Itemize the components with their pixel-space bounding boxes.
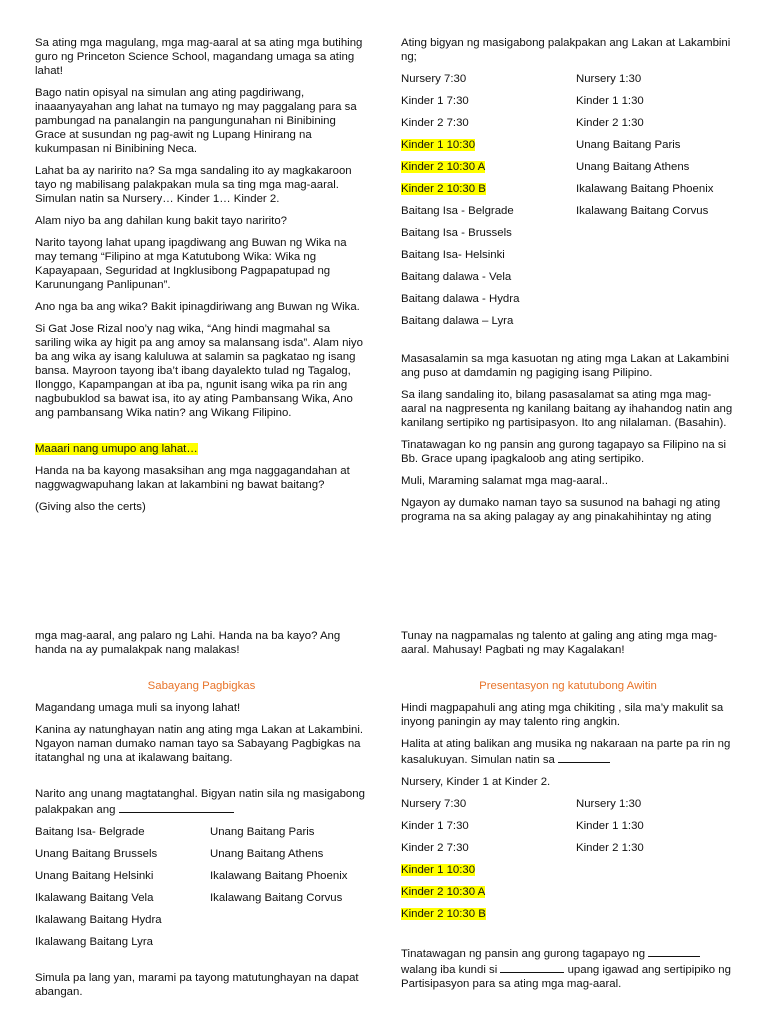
table-row <box>401 182 735 204</box>
table-row <box>401 226 735 248</box>
top-right-column <box>401 36 735 532</box>
schedule-cell: Kinder 1 7:30 <box>401 820 469 832</box>
grade-cell: Ikalawang Baitang Vela <box>35 892 154 904</box>
schedule-cell: Kinder 1 7:30 <box>401 95 469 107</box>
performer-call: Narito ang unang magtatanghal. Bigyan natin sila ng masigabong palakpakan ang <box>35 788 365 816</box>
schedule-cell: Kinder 2 1:30 <box>576 842 644 854</box>
table-row <box>401 819 735 841</box>
table-row <box>35 913 368 935</box>
schedule-cell: Baitang dalawa – Lyra <box>401 315 514 327</box>
table-row <box>401 314 735 336</box>
highlighted-text: Kinder 2 10:30 B <box>401 908 486 920</box>
lakan-lakambini-question: Handa na ba kayong masaksihan ang mga naggagandahan at naggwagwapuhang lakan at lakambini ng bawat baitang? <box>35 465 350 491</box>
table-row <box>401 863 735 885</box>
table-row <box>401 248 735 270</box>
schedule-cell: Baitang Isa- Helsinki <box>401 249 505 261</box>
table-row <box>35 825 368 847</box>
bottom-left-column <box>35 629 368 1007</box>
certificate-paragraph: Sa ilang sandaling ito, bilang pasasalamat sa ating mga mag-aaral na nagpresenta ng kanilang baitang ay ihahandog natin ang kanilang sertipiko ng partisipasyon. Ito ang nilalaman. (Basahin). <box>401 389 733 429</box>
schedule-table <box>401 797 735 929</box>
schedule-cell: Kinder 2 7:30 <box>401 117 469 129</box>
grade-cell: Unang Baitang Athens <box>210 848 324 860</box>
schedule-cell: Nursery 1:30 <box>576 798 642 810</box>
schedule-cell: Baitang dalawa - Vela <box>401 271 512 283</box>
palaro-paragraph: mga mag-aaral, ang palaro ng Lahi. Handa na ba kayo? Ang handa na ay pumalakpak nang malakas! <box>35 630 341 656</box>
schedule-cell <box>401 160 576 174</box>
schedule-cell: Baitang Isa - Belgrade <box>401 205 514 217</box>
table-row <box>401 116 735 138</box>
schedule-cell <box>401 138 576 152</box>
highlighted-text: Kinder 1 10:30 <box>401 864 476 876</box>
table-row <box>401 797 735 819</box>
highlighted-text: Kinder 2 10:30 A <box>401 886 486 898</box>
schedule-cell: Kinder 2 1:30 <box>576 117 644 129</box>
reason-question: Alam niyo ba ang dahilan kung bakit tayo naririto? <box>35 215 288 227</box>
grade-cell: Unang Baitang Paris <box>210 826 315 838</box>
schedule-cell: Baitang dalawa - Hydra <box>401 293 520 305</box>
grade-cell: Unang Baitang Brussels <box>35 848 158 860</box>
fill-in-blank <box>119 801 234 813</box>
table-row <box>401 907 735 929</box>
highlighted-text: Kinder 2 10:30 B <box>401 183 486 195</box>
thanks-paragraph: Muli, Maraming salamat mga mag-aaral.. <box>401 475 609 487</box>
table-row <box>401 72 735 94</box>
schedule-cell: Nursery 1:30 <box>576 73 642 85</box>
top-left-column <box>35 36 368 522</box>
schedule-cell: Kinder 1 1:30 <box>576 95 644 107</box>
schedule-cell <box>401 885 576 899</box>
section-heading-katutubong-awitin: Presentasyon ng katutubong Awitin <box>479 680 657 692</box>
table-row <box>401 292 735 314</box>
fill-in-blank <box>500 961 564 973</box>
schedule-cell: Baitang Isa - Brussels <box>401 227 512 239</box>
table-row <box>35 869 368 891</box>
grade-cell: Ikalawang Baitang Lyra <box>35 936 153 948</box>
schedule-cell <box>401 863 576 877</box>
grade-cell: Ikalawang Baitang Hydra <box>35 914 162 926</box>
musika-paragraph: Halita at ating balikan ang musika ng nakaraan na parte pa rin ng kasalukuyan. Simulan natin sa <box>401 738 731 766</box>
theme-paragraph: Narito tayong lahat upang ipagdiwang ang Buwan ng Wika na may temang “Filipino at mga Katutubong Wika: Wika ng Kapayapaan, Seguridad at Ingklusibong Pagpapatupad ng Karunungang Panlipunan”. <box>35 237 347 291</box>
opening-prayer-paragraph: Bago natin opisyal na simulan ang ating pagdiriwang, inaaanyayahan ang lahat na tumayo ng may paggalang para sa pambungad na panalangin na pangungunahan ni Binibining Grace at susundan ng pag-awit ng Lupang Hinirang na kukumpasan ni Binibining Neca. <box>35 87 357 155</box>
table-row <box>401 204 735 226</box>
grade-cell: Baitang Isa- Belgrade <box>35 826 145 838</box>
grade-cell: Unang Baitang Helsinki <box>35 870 154 882</box>
fill-in-blank <box>648 945 700 957</box>
schedule-cell: Nursery 7:30 <box>401 798 467 810</box>
sabayang-intro: Kanina ay natunghayan natin ang ating mga Lakan at Lakambini. Ngayon naman dumako naman tayo sa Sabayang Pagbigkas na itatanghal ng una at ikalawang baitang. <box>35 724 364 764</box>
table-row <box>401 94 735 116</box>
grade-cell: Ikalawang Baitang Phoenix <box>210 870 348 882</box>
applause-paragraph: Lahat ba ay naririto na? Sa mga sandaling ito ay magkakaroon tayo ng mabilisang palakpakan mula sa ting mga mag-aaral. Simulan natin sa Nursery… Kinder 1… Kinder 2. <box>35 165 352 205</box>
table-row <box>35 847 368 869</box>
rizal-paragraph: Si Gat Jose Rizal noo’y nag wika, “Ang hindi magmahal sa sariling wika ay higit pa ang amoy sa malansang isda”. Alam niyo ba ang wika ay isang kaluluwa at salamin sa pagkatao ng isang bansa. Mayroon tayong iba’t ibang dayalekto tulad ng Tagalog, Ilonggo, Kapampangan at iba pa, ngunit isang wika pa rin ang nagbubuklod sa bawat isa, ito ay ating Pambansang Wika, Ano ang pambansang Wika natin? ang Wikang Filipino. <box>35 323 363 419</box>
schedule-cell: Kinder 2 7:30 <box>401 842 469 854</box>
schedule-cell: Unang Baitang Paris <box>576 139 681 151</box>
grade-cell: Ikalawang Baitang Corvus <box>210 892 343 904</box>
highlighted-text: Maaari nang umupo ang lahat… <box>35 443 198 455</box>
schedule-cell: Kinder 1 1:30 <box>576 820 644 832</box>
next-part-paragraph: Ngayon ay dumako naman tayo sa susunod na bahagi ng ating programa na sa aking palagay ay ang pinakahihintay ng ating <box>401 497 721 523</box>
table-row <box>35 935 368 957</box>
sit-down-note <box>35 442 368 456</box>
table-row <box>35 891 368 913</box>
grade-table <box>35 825 368 957</box>
section-heading-sabayang-pagbigkas: Sabayang Pagbigkas <box>147 680 256 692</box>
schedule-cell <box>401 182 576 196</box>
closing-paragraph: Simula pa lang yan, marami pa tayong matutunghayan na dapat abangan. <box>35 972 359 998</box>
highlighted-text: Kinder 2 10:30 A <box>401 161 486 173</box>
levels-line: Nursery, Kinder 1 at Kinder 2. <box>401 776 551 788</box>
schedule-cell: Ikalawang Baitang Phoenix <box>576 183 714 195</box>
bottom-right-column <box>401 629 735 999</box>
schedule-cell: Ikalawang Baitang Corvus <box>576 205 709 217</box>
table-row <box>401 885 735 907</box>
adviser-call-paragraph: Tinatawagan ko ng pansin ang gurong tagapayo sa Filipino na si Bb. Grace upang ipagkaloob ang ating sertipiko. <box>401 439 727 465</box>
talent-paragraph: Tunay na nagpamalas ng talento at galing ang ating mga mag-aaral. Mahusay! Pagbati ng may Kagalakan! <box>401 630 718 656</box>
chikiting-paragraph: Hindi magpapahuli ang ating mga chikiting , sila ma’y makulit sa inyong paningin ay may talento ring angkin. <box>401 702 724 728</box>
kasuotan-paragraph: Masasalamin sa mga kasuotan ng ating mga Lakan at Lakambini ang puso at damdamin ng pagiging isang Pilipino. <box>401 353 729 379</box>
certs-note: (Giving also the certs) <box>35 501 146 513</box>
table-row <box>401 138 735 160</box>
greeting-again: Magandang umaga muli sa inyong lahat! <box>35 702 241 714</box>
table-row <box>401 270 735 292</box>
greeting-paragraph: Sa ating mga magulang, mga mag-aaral at sa ating mga butihing guro ng Princeton Science School, magandang umaga sa ating lahat! <box>35 37 363 77</box>
wika-question: Ano nga ba ang wika? Bakit ipinagdiriwang ang Buwan ng Wika. <box>35 301 360 313</box>
fill-in-blank <box>558 751 610 763</box>
schedule-cell <box>401 907 576 921</box>
table-row <box>401 160 735 182</box>
table-row <box>401 841 735 863</box>
adviser-award-paragraph: Tinatawagan ng pansin ang gurong tagapayo ng walang iba kundi si upang igawad ang sertipipiko ng Partisipasyon para sa ating mga mag-aaral. <box>401 945 735 991</box>
schedule-cell: Unang Baitang Athens <box>576 161 690 173</box>
lakan-intro: Ating bigyan ng masigabong palakpakan ang Lakan at Lakambini ng; <box>401 37 731 63</box>
schedule-table <box>401 72 735 336</box>
highlighted-text: Kinder 1 10:30 <box>401 139 476 151</box>
schedule-cell: Nursery 7:30 <box>401 73 467 85</box>
